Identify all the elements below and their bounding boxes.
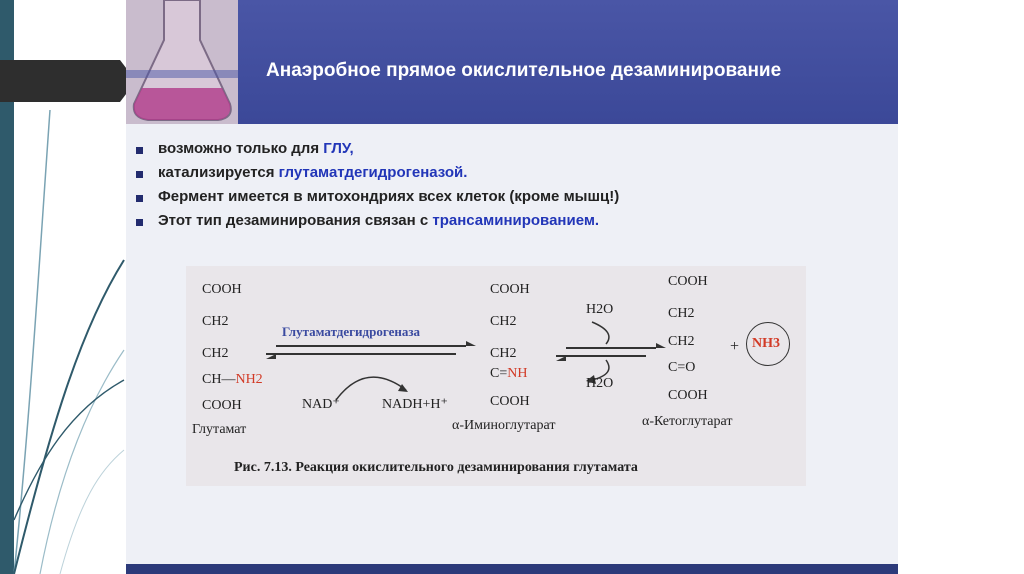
imino-cooh-top: COOH xyxy=(490,282,530,297)
ammonia: NH3 xyxy=(752,336,780,351)
bullet-highlight: ГЛУ, xyxy=(323,140,354,157)
keto-c: C=O xyxy=(668,360,696,375)
slide-bottom-bar xyxy=(126,564,898,574)
glutamate-ch-text: CH— xyxy=(202,372,236,387)
slide xyxy=(126,0,898,574)
section-tab xyxy=(0,60,120,102)
bullet-list xyxy=(126,140,898,236)
reaction-figure xyxy=(186,266,806,486)
bullet-item xyxy=(126,212,898,236)
glutamate-ch2-1: CH2 xyxy=(202,314,229,329)
keto-ch2-1: CH2 xyxy=(668,306,695,321)
imino-ch2-2: CH2 xyxy=(490,346,517,361)
bullet-highlight: трансаминированием. xyxy=(432,212,600,229)
bullet-item xyxy=(126,164,898,188)
bullet-text: Фермент имеется в митохондриях всех клеток (кроме мышц!) xyxy=(158,188,620,205)
bullet-text: катализируется xyxy=(158,164,279,181)
enzyme-label: Глутаматдегидрогеназа xyxy=(282,324,421,339)
slide-header xyxy=(126,0,898,124)
bullet-text: возможно только для xyxy=(158,140,324,157)
figure-caption: Рис. 7.13. Реакция окислительного дезаминирования глутамата xyxy=(234,460,638,475)
glutamate-cooh-bottom: COOH xyxy=(202,398,242,413)
flask-image xyxy=(126,0,238,124)
glutamate-cooh-top: COOH xyxy=(202,282,242,297)
imino-nh: NH xyxy=(507,366,528,381)
page-title: Анаэробное прямое окислительное дезаминирование xyxy=(266,60,782,81)
bullet-item xyxy=(126,188,898,212)
bullet-highlight: глутаматдегидрогеназой. xyxy=(278,164,468,181)
cofactor-out: NADH+H⁺ xyxy=(382,397,448,412)
imino-cooh-bottom: COOH xyxy=(490,394,530,409)
keto-ch2-2: CH2 xyxy=(668,334,695,349)
imino-c xyxy=(490,366,527,382)
imino-c-text: C= xyxy=(490,366,508,381)
imino-name: α-Иминоглутарат xyxy=(452,418,556,433)
glutamate-name: Глутамат xyxy=(192,422,247,437)
water-in: H2O xyxy=(586,302,614,317)
imino-ch2-1: CH2 xyxy=(490,314,517,329)
keto-cooh-top: COOH xyxy=(668,274,708,289)
water-out: H2O xyxy=(586,376,614,391)
bullet-item xyxy=(126,140,898,164)
glutamate-nh2: NH2 xyxy=(235,372,263,387)
plus-sign: + xyxy=(730,338,740,355)
cofactor-in: NAD⁺ xyxy=(302,397,340,412)
keto-cooh-bottom: COOH xyxy=(668,388,708,403)
glutamate-ch xyxy=(202,372,263,388)
glutamate-ch2-2: CH2 xyxy=(202,346,229,361)
bullet-text: Этот тип дезаминирования связан с xyxy=(158,212,433,229)
keto-name: α-Кетоглутарат xyxy=(642,414,733,429)
